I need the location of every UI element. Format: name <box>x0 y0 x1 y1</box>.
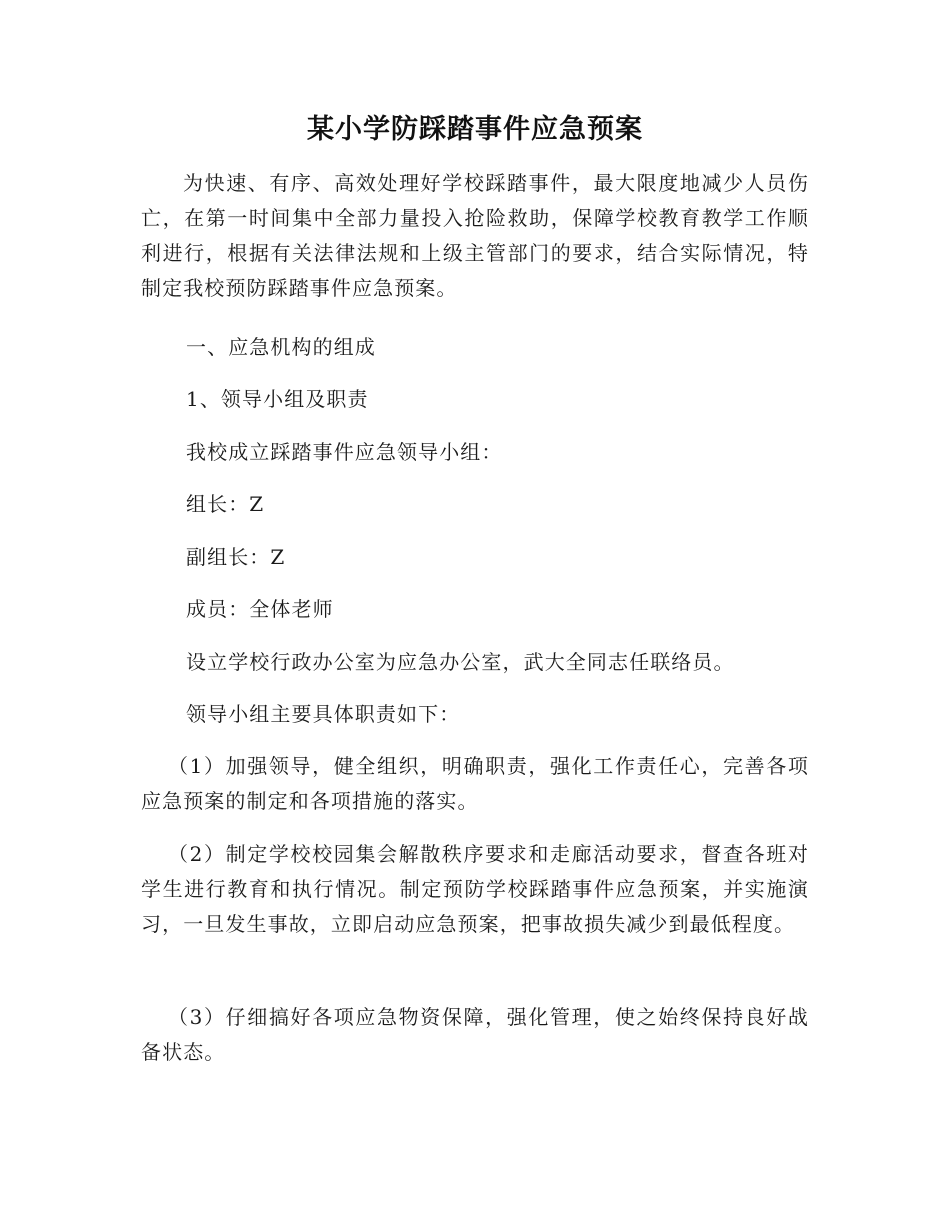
duties-heading: 领导小组主要具体职责如下： <box>186 702 461 726</box>
page-title: 某小学防踩踏事件应急预案 <box>307 114 643 145</box>
deputy-leader-line: 副组长：Z <box>186 545 286 569</box>
duty-item-1: （1）加强领导，健全组织，明确职责，强化工作责任心，完善各项应急预案的制定和各项措施的落实。 <box>141 754 809 813</box>
intro-paragraph: 为快速、有序、高效处理好学校踩踏事件，最大限度地减少人员伤亡，在第一时间集中全部力量投入抢险救助，保障学校教育教学工作顺利进行，根据有关法律法规和上级主管部门的要求，结合实际情况，特制定我校预防踩踏事件应急预案。 <box>141 171 809 300</box>
members-line: 成员：全体老师 <box>186 597 334 621</box>
leader-line: 组长：Z <box>186 492 265 516</box>
subsection-heading: 1、领导小组及职责 <box>186 387 369 411</box>
duty-item-2: （2）制定学校校园集会解散秩序要求和走廊活动要求，督查各班对学生进行教育和执行情况。制定预防学校踩踏事件应急预案，并实施演习，一旦发生事故，立即启动应急预案，把事故损失减少到最低程度。 <box>141 842 809 936</box>
office-paragraph: 设立学校行政办公室为应急办公室，武大全同志任联络员。 <box>186 650 735 674</box>
duty-item-3: （3）仔细搞好各项应急物资保障，强化管理，使之始终保持良好战备状态。 <box>141 1005 809 1064</box>
section-heading: 一、应急机构的组成 <box>186 335 376 359</box>
group-intro-paragraph: 我校成立踩踏事件应急领导小组： <box>186 440 503 464</box>
